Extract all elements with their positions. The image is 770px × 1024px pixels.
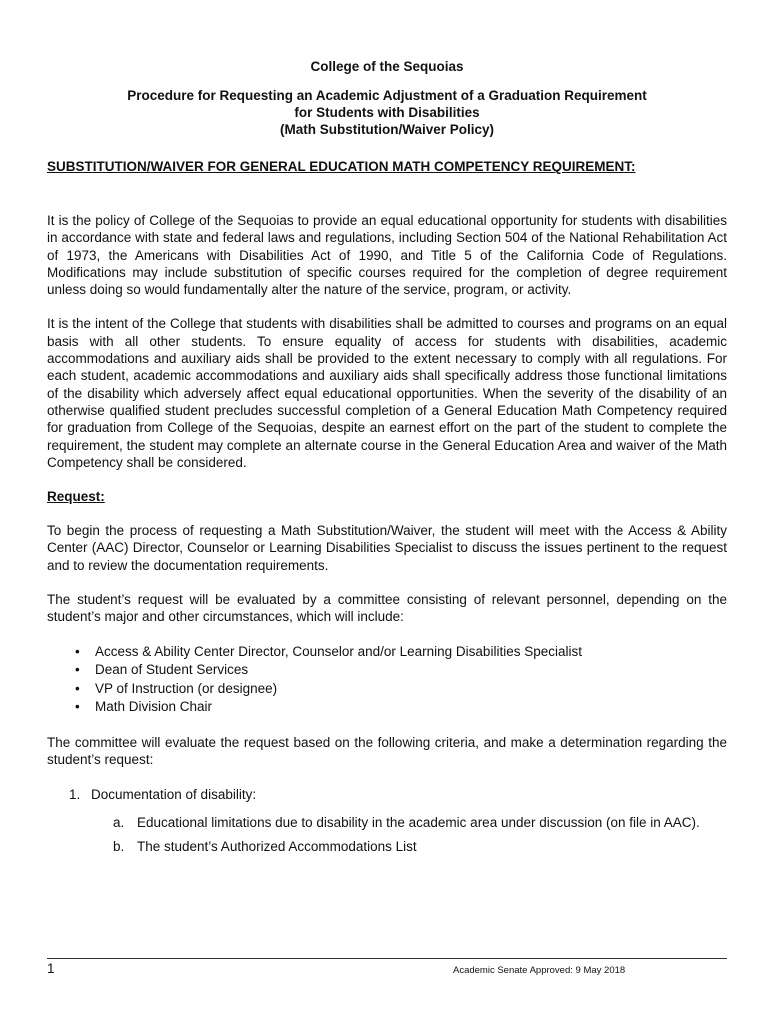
sub-letter: a. xyxy=(113,815,125,831)
criteria-number: 1. xyxy=(69,787,81,803)
bullet-icon: • xyxy=(75,662,80,678)
document-page xyxy=(47,58,727,855)
request-evaluated-paragraph: The student’s request will be evaluated by a committee consisting of relevant personnel, depending on the student’s major and other circumstances, which will include: xyxy=(47,592,727,625)
sub-item-a xyxy=(113,814,727,832)
criteria-item-1 xyxy=(69,786,727,803)
bullet-icon: • xyxy=(75,699,80,715)
footer-divider xyxy=(47,958,727,959)
policy-paragraph: It is the policy of College of the Sequoias to provide an equal educational opportunity for students with disabilities in accordance with state and federal laws and regulations, including Section 504 of the National Rehabilitation Act of 1973, the Americans with Disabilities Act of 1990, and Title 5 of the California Code of Regulations. Modifications may include substitution of specific courses required for the completion of degree requirement unless doing so would fundamentally alter the nature of the service, program, or activity. xyxy=(47,213,727,298)
document-title-line-3: (Math Substitution/Waiver Policy) xyxy=(279,122,494,137)
list-item: • Dean of Student Services xyxy=(47,661,727,680)
intent-paragraph: It is the intent of the College that students with disabilities shall be admitted to courses and programs on an equal basis with all other students. To ensure equality of access for students with disabilities, academic accommodations and auxiliary aids shall be provided to the extent necessary to comply with all regulations. For each student, academic accommodations and auxiliary aids shall specifically address those functional limitations of the disability which adversely affect equal educational opportunities. When the severity of the disability of an otherwise qualified student precludes successful completion of a General Education Math Competency required for graduation from College of the Sequoias, despite an earnest effort on the part of the student to complete the requirement, the student may complete an alternate course in the General Education Area and waiver of the Math Competency shall be considered. xyxy=(47,316,727,470)
bullet-icon: • xyxy=(75,643,80,659)
committee-list xyxy=(47,643,727,717)
college-name: College of the Sequoias xyxy=(310,59,464,74)
section-heading: SUBSTITUTION/WAIVER FOR GENERAL EDUCATION MATH COMPETENCY REQUIREMENT: xyxy=(47,159,636,174)
document-title-line-2: for Students with Disabilities xyxy=(294,105,480,120)
list-item: • Math Division Chair xyxy=(47,698,727,717)
sub-text: Educational limitations due to disability in the academic area under discussion (on file in AAC). xyxy=(137,815,700,831)
list-item: • Access & Ability Center Director, Counselor and/or Learning Disabilities Specialist xyxy=(47,643,727,662)
list-item: • VP of Instruction (or designee) xyxy=(47,680,727,699)
request-heading: Request: xyxy=(47,489,105,505)
bullet-icon: • xyxy=(75,680,80,696)
approval-note: Academic Senate Approved: 9 May 2018 xyxy=(453,965,626,976)
page-number: 1 xyxy=(47,961,55,976)
criteria-text: Documentation of disability: xyxy=(91,787,257,803)
sub-item-b xyxy=(113,838,727,856)
criteria-intro-paragraph: The committee will evaluate the request based on the following criteria, and make a determination regarding the student’s request: xyxy=(47,734,727,767)
sub-letter: b. xyxy=(113,838,125,854)
sub-text: The student’s Authorized Accommodations List xyxy=(137,838,417,854)
document-title-line-1: Procedure for Requesting an Academic Adjustment of a Graduation Requirement xyxy=(127,88,647,103)
request-begin-paragraph: To begin the process of requesting a Math Substitution/Waiver, the student will meet with the Access & Ability Center (AAC) Director, Counselor or Learning Disabilities Specialist to discuss the issues pertinent to the request and to review the documentation requirements. xyxy=(47,523,727,573)
